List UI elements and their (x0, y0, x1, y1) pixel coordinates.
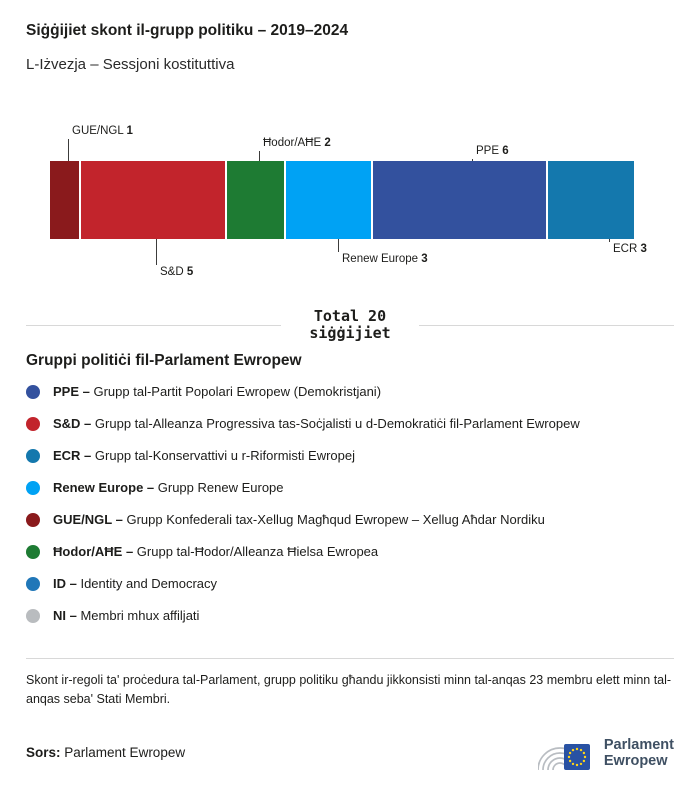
source (26, 745, 185, 760)
stacked-bar (50, 161, 634, 239)
ni-color-dot-icon (26, 609, 40, 623)
legend-item-renew-europe (26, 472, 674, 504)
legend-title: Gruppi politiċi fil-Parlament Ewropew (26, 352, 302, 369)
ecr-color-dot-icon (26, 449, 40, 463)
total-seats-label (281, 308, 418, 342)
callout-hodor-ahe (258, 136, 331, 161)
legend-item-gue-ngl-text: GUE/NGL – Grupp Konfederali tax-Xellug Magħqud Ewropew – Xellug Aħdar Nordiku (53, 512, 545, 527)
hodor-ahe-color-dot-icon (26, 545, 40, 559)
legend-item-id-text: ID – Identity and Democracy (53, 576, 218, 591)
footer-row (26, 730, 674, 776)
legend-item-ppe (26, 376, 674, 408)
legend-item-hodor-ahe-text: Ħodor/AĦE – Grupp tal-Ħodor/Alleanza Ħielsa Ewropea (53, 544, 379, 559)
callout-ecr (608, 239, 647, 257)
callout-sd-label: S&D 5 (160, 266, 194, 278)
leader-line-renew-europe (338, 239, 339, 252)
callout-gue-ngl-label: GUE/NGL 1 (72, 125, 133, 137)
callout-sd (155, 239, 193, 280)
callout-hodor-ahe-label: Ħodor/AĦE 2 (263, 137, 331, 149)
source-label: Sors: (26, 745, 61, 761)
gue-ngl-color-dot-icon (26, 513, 40, 527)
divider-line-right (419, 325, 674, 326)
source-text: Parlament Ewropew (64, 745, 186, 761)
footnote: Skont ir-regoli ta' proċedura tal-Parlament, grupp politiku għandu jikkonsisti minn tal-anqas 23 membru elett minn tal-anqas seba' Stati Membri. (26, 658, 674, 710)
legend-item-ppe-text: PPE – Grupp tal-Partit Popolari Ewropew (Demokristjani) (53, 384, 382, 399)
callout-gue-ngl (67, 124, 133, 161)
legend-item-id (26, 568, 674, 600)
callout-ppe (471, 144, 509, 161)
divider-line-left (26, 325, 281, 326)
legend (26, 376, 674, 632)
legend-item-renew-europe-text: Renew Europe – Grupp Renew Europe (53, 480, 284, 495)
id-color-dot-icon (26, 577, 40, 591)
ep-logo-wordmark (604, 737, 674, 769)
ppe-color-dot-icon (26, 385, 40, 399)
ep-logo (538, 730, 674, 776)
ep-logo-line2: Ewropew (603, 752, 668, 769)
legend-item-ecr-text: ECR – Grupp tal-Konservattivi u r-Riformisti Ewropej (53, 448, 355, 463)
leader-line-sd (156, 239, 157, 265)
callout-ppe-label: PPE 6 (476, 145, 509, 157)
total-seats-line1: Total 20 (313, 307, 387, 325)
leader-line-hodor-ahe (259, 151, 260, 161)
sd-color-dot-icon (26, 417, 40, 431)
legend-item-sd-text: S&D – Grupp tal-Alleanza Progressiva tas-Soċjalisti u d-Demokratiċi fil-Parlament Ewropew (53, 416, 580, 431)
callout-ecr-label: ECR 3 (613, 243, 647, 255)
seats-stacked-bar-chart (50, 119, 647, 284)
bar-segment-renew-europe[interactable] (284, 161, 372, 239)
legend-item-sd (26, 408, 674, 440)
legend-item-ni-text: NI – Membri mhux affiljati (53, 608, 200, 623)
page-title: Siġġijiet skont il-grupp politiku – 2019–2024 (26, 22, 349, 39)
bar-segment-sd[interactable] (79, 161, 225, 239)
total-seats-divider (26, 308, 674, 342)
leader-line-gue-ngl (68, 139, 69, 161)
legend-item-hodor-ahe (26, 536, 674, 568)
bar-segment-ecr[interactable] (546, 161, 634, 239)
callout-renew-europe-label: Renew Europe 3 (342, 253, 428, 265)
renew-europe-color-dot-icon (26, 481, 40, 495)
page-subtitle: L-Iżvezja – Sessjoni kostituttiva (26, 56, 235, 73)
total-seats-line2: siġġijiet (309, 324, 391, 342)
ep-hemicycle-flag-icon (538, 730, 596, 776)
bar-segment-gue-ngl[interactable] (50, 161, 79, 239)
legend-item-gue-ngl (26, 504, 674, 536)
bar-segment-ppe[interactable] (371, 161, 546, 239)
legend-item-ni (26, 600, 674, 632)
ep-logo-line1: Parlament (603, 736, 674, 753)
bar-segment-hodor-ahe[interactable] (225, 161, 283, 239)
legend-item-ecr (26, 440, 674, 472)
callout-renew-europe (337, 239, 428, 267)
